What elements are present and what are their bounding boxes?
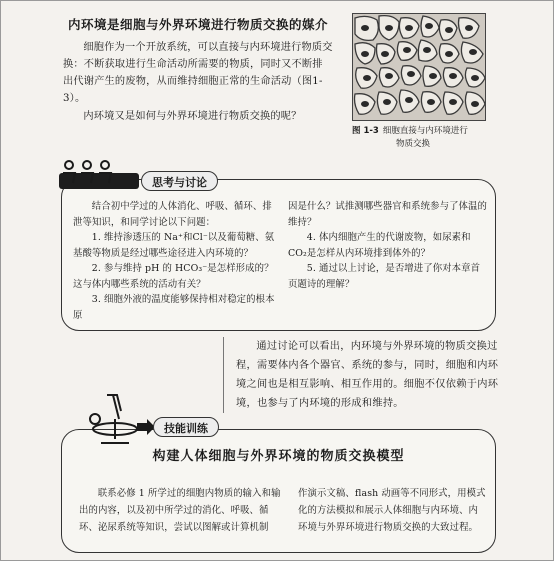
section-heading: 内环境是细胞与外界环境进行物质交换的媒介 (67, 17, 328, 32)
skill-title: 构建人体细胞与外界环境的物质交换模型 (152, 449, 405, 464)
figure-number: 图 1-3 (352, 126, 379, 136)
discussion-question-3-cont: 因是什么？试推测哪些器官和系统参与了体温的维持？ (288, 201, 487, 228)
discussion-question-1: 1. 维持渗透压的 Na⁺和Cl⁻以及葡萄糖、氨基酸等物质是经过哪些途径进入内环境的？ (73, 232, 275, 259)
figure-caption-line2: 物质交换 (396, 139, 431, 149)
figure-caption-line1: 细胞直接与内环境进行 (382, 126, 468, 136)
skill-left-text: 联系必修 1 所学过的细胞内物质的输入和输出的内容，以及初中所学过的消化、呼吸、循环、泌尿系统等知识，尝试以图解或计算机制 (79, 488, 281, 533)
discussion-question-4: 4. 体内细胞产生的代谢废物，如尿素和CO₂是怎样从内环境排到体外的？ (288, 232, 471, 259)
figure-caption (352, 125, 502, 151)
discussion-left-column (73, 199, 276, 323)
discussion-conclusion: 通过讨论可以看出，内环境与外界环境的物质交换过程，需要体内各个器官、系统的参与，同时，细胞和内环境之间也是相互影响、相互作用的。细胞不仅依赖于内环境，也参与了内环境的形成和维持。 (223, 337, 503, 413)
discussion-right-column (288, 199, 488, 292)
discussion-label: 思考与讨论 (141, 171, 218, 191)
discussion-question-5: 5. 通过以上讨论，是否增进了你对本章首页题诗的理解？ (288, 263, 481, 290)
intro-paragraph: 细胞作为一个开放系统，可以直接与内环境进行物质交换：不断获取进行生命活动所需要的物质，同时又不断排出代谢产生的废物，从而维持细胞正常的生命活动（图1-3）。 (63, 42, 333, 104)
cell-micrograph-icon (352, 13, 486, 121)
intro-question: 内环境又是如何与外界环境进行物质交换的呢？ (83, 111, 302, 122)
discussion-question-2: 2. 参与维持 pH 的 HCO₃⁻是怎样形成的？这与体内哪些系统的活动有关？ (73, 263, 274, 290)
discussion-question-3: 3. 细胞外液的温度能够保持相对稳定的根本原 (73, 294, 275, 321)
skill-label: 技能训练 (153, 417, 219, 437)
intro-section (63, 15, 333, 125)
discussion-intro: 结合初中学过的人体消化、呼吸、循环、排泄等知识，和同学讨论以下问题： (73, 201, 272, 228)
people-reading-icon (57, 159, 117, 195)
skill-right-text: 作演示文稿、flash 动画等不同形式，用模式化的方法模拟和展示人体细胞与内环境、内环境与外界环境进行物质交换的大致过程。 (298, 488, 486, 533)
